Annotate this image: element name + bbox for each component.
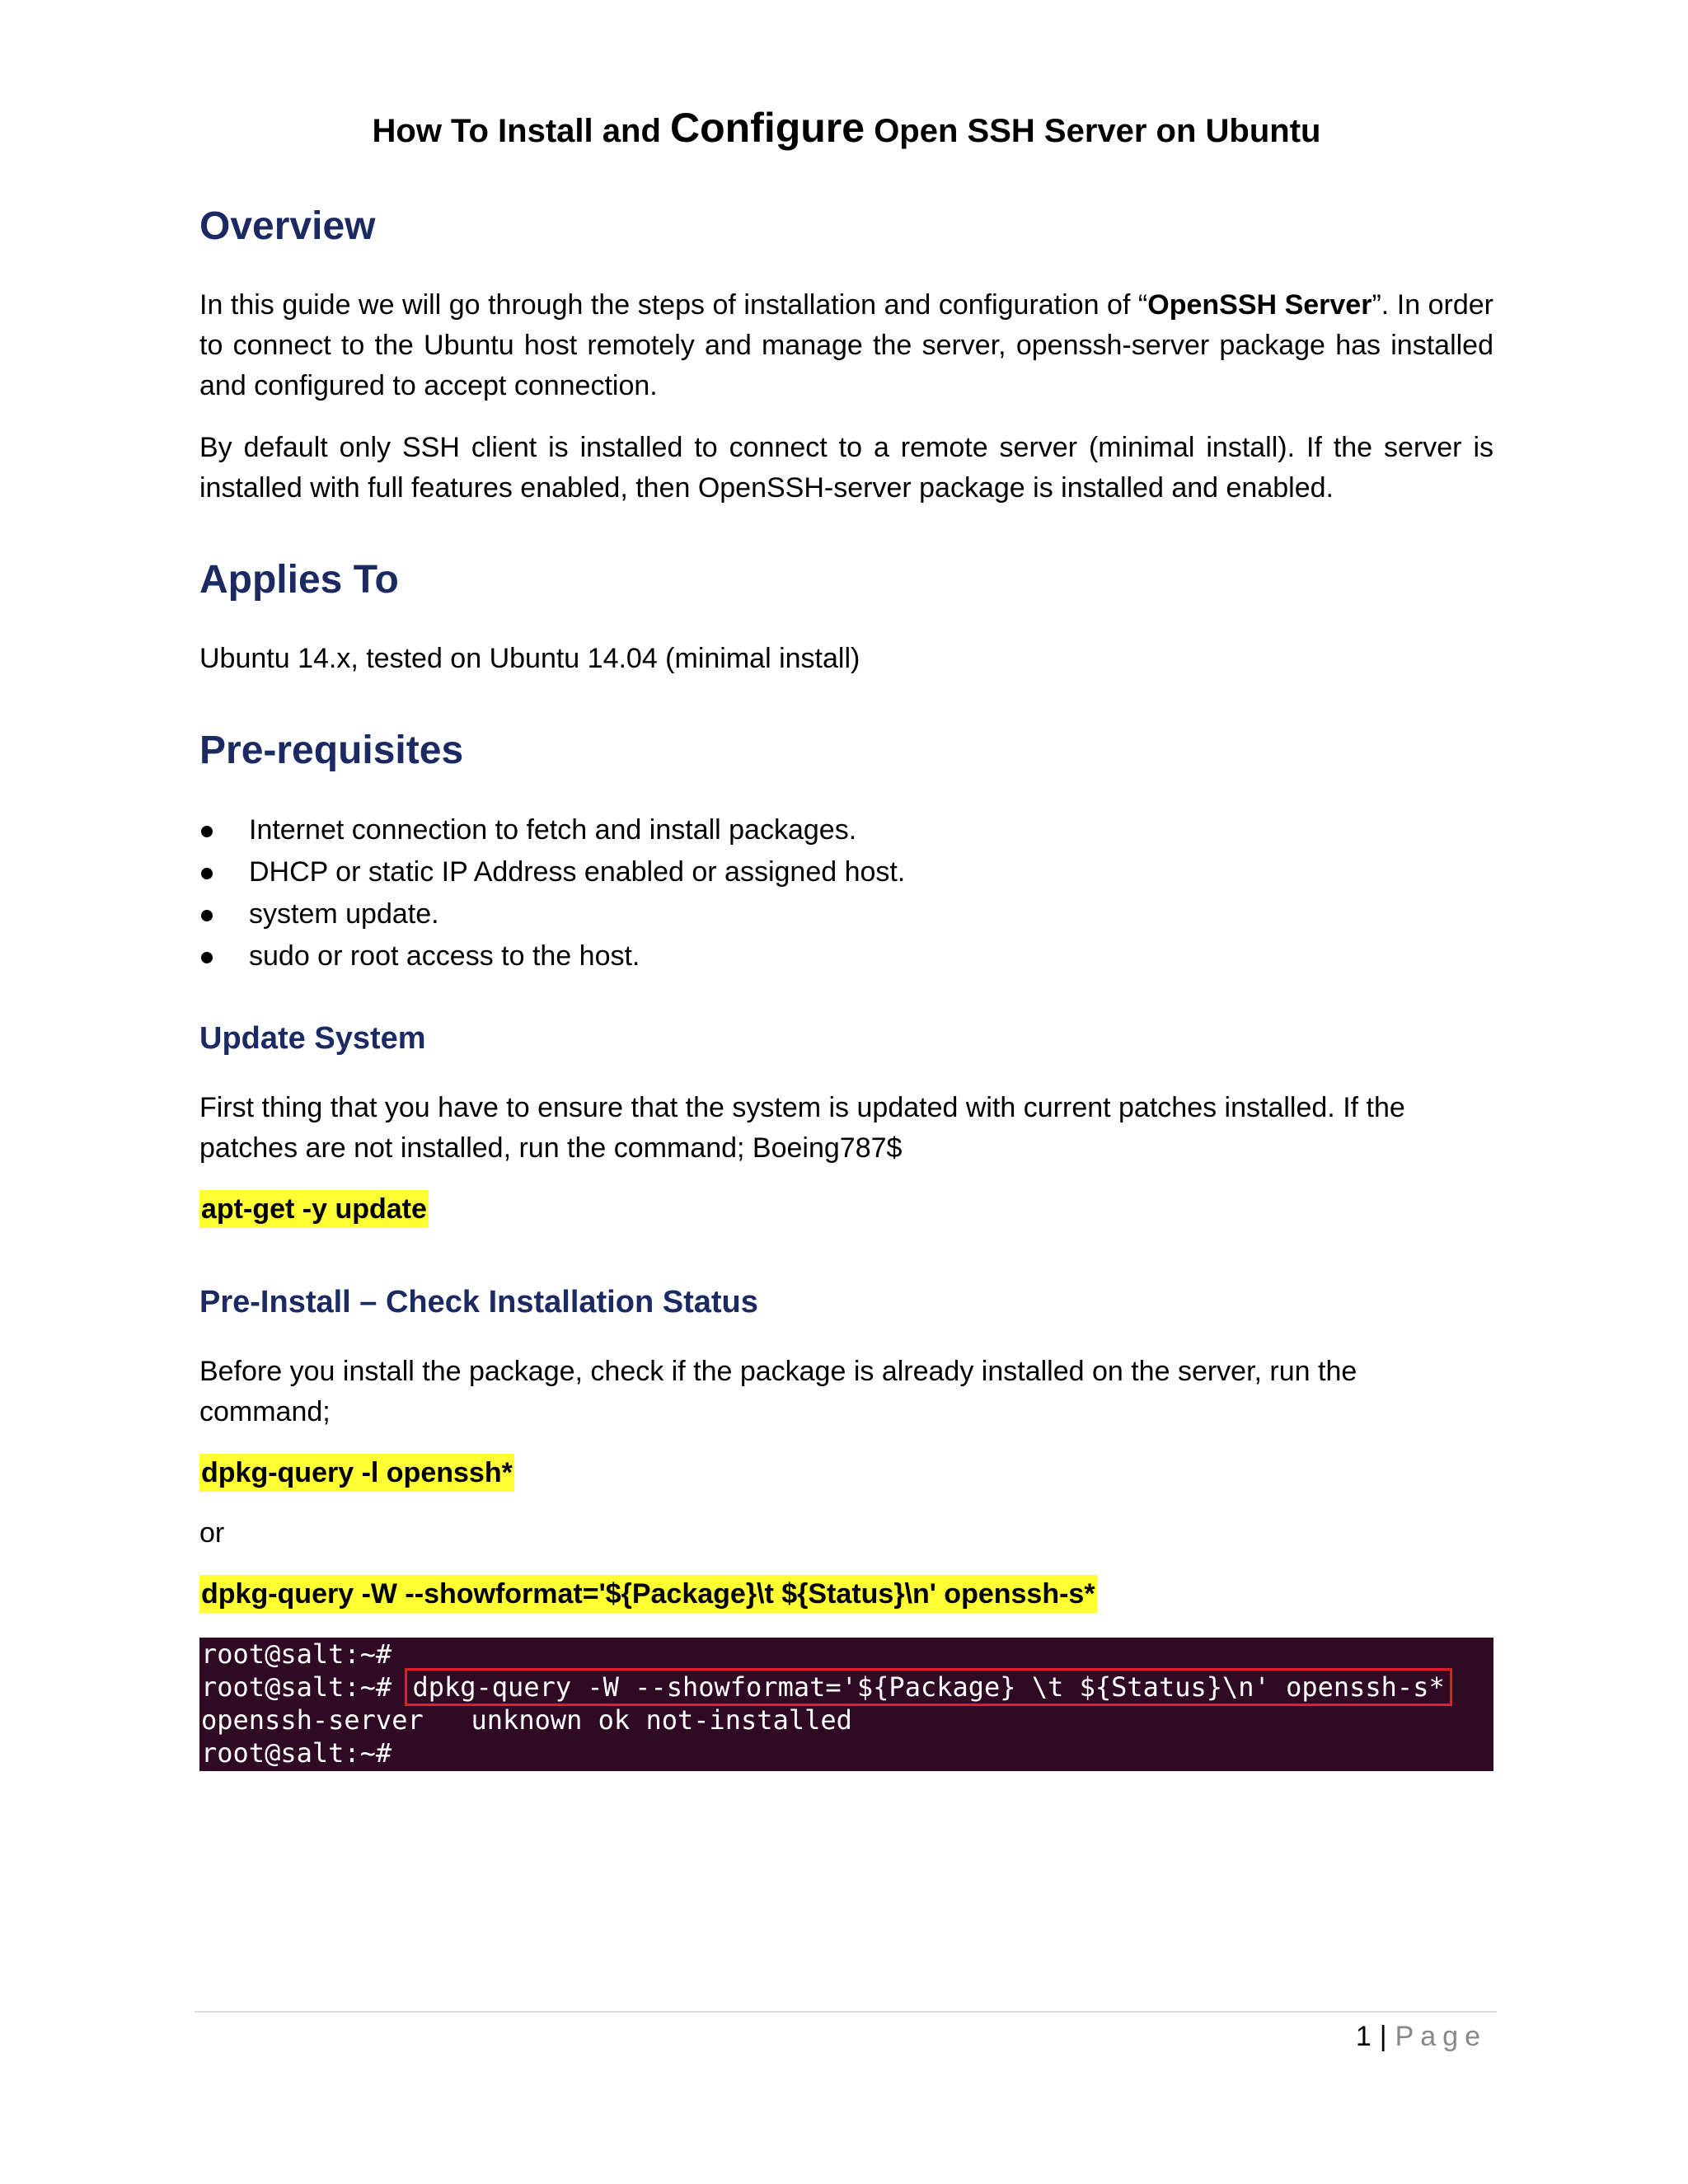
terminal-line-4: root@salt:~# bbox=[201, 1737, 392, 1769]
dpkg-query-showformat-command: dpkg-query -W --showformat='${Package}\t ${Status}\n' openssh-s* bbox=[199, 1575, 1097, 1613]
terminal-highlighted-command: dpkg-query -W --showformat='${Package} \t ${Status}\n' openssh-s* bbox=[407, 1671, 1449, 1704]
terminal-line-1: root@salt:~# bbox=[201, 1638, 392, 1670]
bullet-icon bbox=[201, 910, 213, 921]
overview-paragraph-1 bbox=[199, 285, 1493, 406]
or-text: or bbox=[199, 1517, 225, 1549]
prerequisites-heading: Pre-requisites bbox=[199, 729, 464, 772]
terminal-screenshot bbox=[199, 1638, 1493, 1771]
dpkg-query-list-command: dpkg-query -l openssh* bbox=[199, 1454, 514, 1492]
overview-heading: Overview bbox=[199, 204, 376, 248]
overview-p1-after: ”. In order to connect to the Ubuntu host remotely and manage the server, openssh-server package has installed and configured to accept connection. bbox=[199, 289, 1493, 401]
bullet-icon bbox=[201, 952, 213, 963]
overview-paragraph-2: By default only SSH client is installed to connect to a remote server (minimal install). If the server is installed with full features enabled, then OpenSSH-server package is installed and enabled. bbox=[199, 432, 1493, 504]
update-system-text: First thing that you have to ensure that the system is updated with current patches installed. If the patches are not installed, run the command; Boeing787$ bbox=[199, 1092, 1405, 1164]
overview-p1-bold: OpenSSH Server bbox=[1147, 289, 1372, 321]
terminal-line-3: openssh-server unknown ok not-installed bbox=[201, 1704, 852, 1736]
terminal-line-2 bbox=[201, 1671, 1493, 1704]
page-content bbox=[199, 99, 1493, 1771]
title-part-3: Open SSH Server on Ubuntu bbox=[865, 113, 1321, 149]
footer-separator: | bbox=[1379, 2021, 1387, 2052]
overview-p1-before: In this guide we will go through the steps of installation and configuration of “ bbox=[199, 289, 1148, 321]
page-footer bbox=[1356, 2016, 1487, 2057]
list-item: system update. bbox=[199, 893, 1493, 935]
list-item: Internet connection to fetch and install packages. bbox=[199, 809, 1493, 851]
pre-install-text: Before you install the package, check if the package is already installed on the server, run the command; bbox=[199, 1356, 1357, 1427]
list-item: sudo or root access to the host. bbox=[199, 935, 1493, 977]
apt-get-command: apt-get -y update bbox=[199, 1190, 429, 1228]
title-part-1: How To Install and bbox=[372, 113, 670, 149]
bullet-icon bbox=[201, 826, 213, 837]
prerequisites-list bbox=[199, 809, 1493, 977]
page-label: Page bbox=[1395, 2021, 1487, 2052]
applies-to-text: Ubuntu 14.x, tested on Ubuntu 14.04 (minimal install) bbox=[199, 643, 860, 674]
update-system-heading: Update System bbox=[199, 1021, 426, 1056]
terminal-prompt: root@salt:~# bbox=[201, 1671, 408, 1703]
bullet-icon bbox=[201, 868, 213, 879]
document-title bbox=[199, 99, 1493, 160]
page-number: 1 bbox=[1355, 2021, 1372, 2052]
footer-divider bbox=[195, 2011, 1497, 2013]
title-part-2: Configure bbox=[669, 105, 865, 151]
list-item: DHCP or static IP Address enabled or assigned host. bbox=[199, 851, 1493, 893]
pre-install-heading: Pre-Install – Check Installation Status bbox=[199, 1285, 758, 1319]
applies-to-heading: Applies To bbox=[199, 558, 399, 602]
